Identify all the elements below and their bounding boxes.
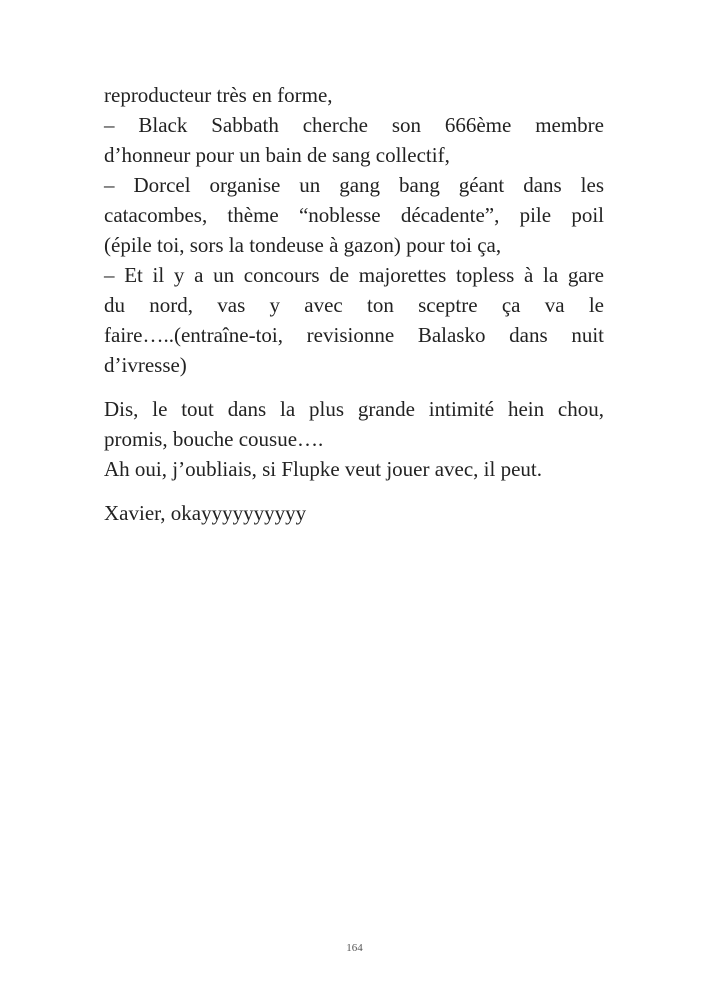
text-line: catacombes, thème “noblesse décadente”, pile poil <box>104 203 604 227</box>
text-line: – Et il y a un concours de majorettes topless à la gare <box>104 263 604 287</box>
text-line: promis, bouche cousue…. <box>104 427 324 451</box>
paragraph-spacer <box>104 484 604 498</box>
text-line: – Black Sabbath cherche son 666ème membre <box>104 113 604 137</box>
paragraph <box>104 394 604 484</box>
page-number: 164 <box>346 942 363 954</box>
signature-line: Xavier, okayyyyyyyyyy <box>104 501 307 525</box>
paragraph <box>104 498 604 528</box>
text-line: (épile toi, sors la tondeuse à gazon) pour toi ça, <box>104 233 502 257</box>
paragraph-spacer <box>104 380 604 394</box>
paragraph <box>104 80 604 380</box>
page-body <box>104 80 604 528</box>
text-line: faire…..(entraîne-toi, revisionne Balasko dans nuit <box>104 323 604 347</box>
text-line: Ah oui, j’oubliais, si Flupke veut jouer avec, il peut. <box>104 457 543 481</box>
paragraph-list <box>104 80 604 528</box>
text-line: – Dorcel organise un gang bang géant dans les <box>104 173 604 197</box>
text-line: d’ivresse) <box>104 353 187 377</box>
text-line: Dis, le tout dans la plus grande intimité hein chou, <box>104 397 604 421</box>
text-line: reproducteur très en forme, <box>104 83 333 107</box>
text-line: du nord, vas y avec ton sceptre ça va le <box>104 293 604 317</box>
text-line: d’honneur pour un bain de sang collectif, <box>104 143 450 167</box>
